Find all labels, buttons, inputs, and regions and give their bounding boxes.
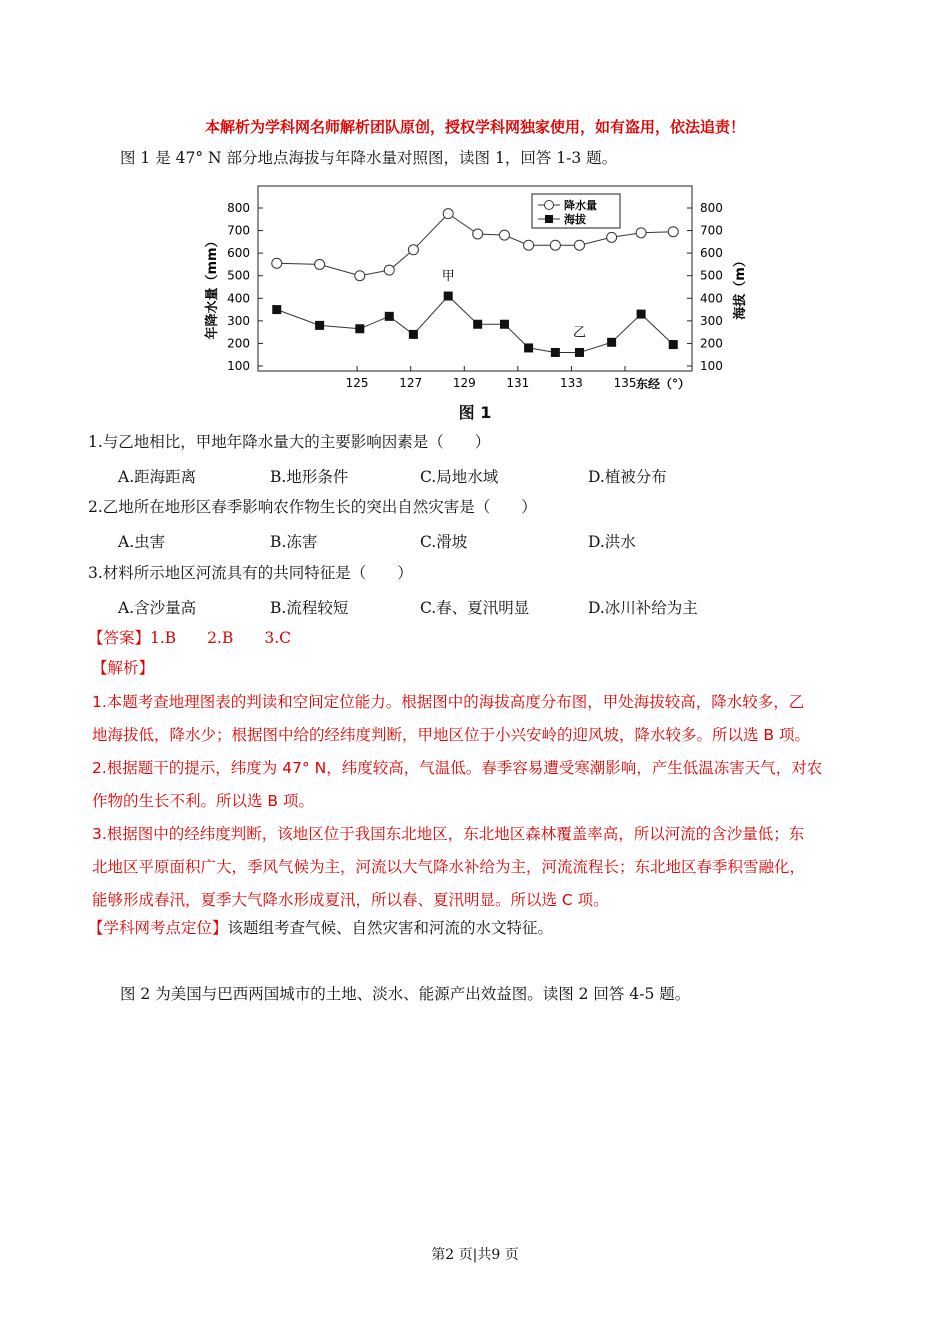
legend-precip-label: 降水量 bbox=[564, 199, 597, 212]
elevation-point bbox=[551, 348, 560, 357]
x-tick-label: 131 bbox=[506, 376, 530, 390]
analysis-body bbox=[92, 686, 892, 917]
analysis-line: 能够形成春汛，夏季大气降水形成夏汛，所以春、夏汛明显。所以选 C 项。 bbox=[92, 891, 609, 909]
elevation-point bbox=[607, 338, 616, 347]
x-axis-label: 东经（°） bbox=[635, 377, 690, 391]
analysis-line: 北地区平原面积广大，季风气候为主，河流以大气降水补给为主，河流流程长；东北地区春季积雪融化， bbox=[92, 858, 806, 876]
question-2-stem: 2.乙地所在地形区春季影响农作物生长的突出自然灾害是（ ） bbox=[88, 498, 537, 516]
analysis-line: 作物的生长不利。所以选 B 项。 bbox=[92, 792, 314, 810]
legend-elev-label: 海拔 bbox=[564, 213, 586, 226]
elevation-point bbox=[355, 324, 364, 333]
q2-option-a: A.虫害 bbox=[118, 533, 166, 551]
elevation-point bbox=[409, 330, 418, 339]
x-tick-label: 135 bbox=[613, 376, 637, 390]
y-tick-label-right: 500 bbox=[700, 268, 723, 283]
kaodian-text: 该题组考查气候、自然灾害和河流的水文特征。 bbox=[227, 919, 554, 937]
analysis-line: 3.根据图中的经纬度判断，该地区位于我国东北地区，东北地区森林覆盖率高，所以河流的含沙量低；东 bbox=[92, 825, 805, 843]
elevation-point bbox=[500, 320, 509, 329]
kaodian-line bbox=[88, 918, 553, 938]
figure-caption: 图 1 bbox=[458, 403, 492, 422]
y-tick-label-right: 700 bbox=[700, 223, 723, 238]
precipitation-point bbox=[443, 209, 453, 219]
precipitation-point bbox=[607, 232, 617, 242]
analysis-title: 【解析】 bbox=[92, 659, 155, 677]
x-tick-label: 129 bbox=[452, 376, 476, 390]
y-axis-label-right: 海拔（m） bbox=[733, 254, 748, 320]
y-tick-label-left: 100 bbox=[227, 359, 250, 373]
precipitation-point bbox=[524, 240, 534, 250]
y-tick-label-left: 300 bbox=[227, 313, 250, 328]
y-tick-label-right: 200 bbox=[700, 336, 723, 351]
plot-frame bbox=[258, 186, 692, 371]
precipitation-point bbox=[668, 227, 678, 237]
y-tick-label-right: 600 bbox=[700, 246, 723, 261]
analysis-line: 2.根据题干的提示，纬度为 47° N，纬度较高，气温低。春季容易遭受寒潮影响，产生低温冻害天气，对农 bbox=[92, 759, 823, 777]
q3-option-b: B.流程较短 bbox=[270, 599, 349, 617]
annotation-label: 甲 bbox=[441, 269, 455, 285]
q2-option-c: C.滑坡 bbox=[420, 533, 468, 551]
elevation-point bbox=[444, 292, 453, 301]
precipitation-point bbox=[473, 229, 483, 239]
analysis-line: 地海拔低，降水少；根据图中给的经纬度判断，甲地区位于小兴安岭的迎风坡，降水较多。所以选 B 项。 bbox=[92, 726, 810, 744]
q3-option-d: D.冰川补给为主 bbox=[588, 599, 698, 617]
q1-option-a: A.距海距离 bbox=[118, 468, 197, 486]
x-tick-label: 127 bbox=[399, 376, 423, 390]
q2-option-b: B.冻害 bbox=[270, 533, 318, 551]
intro-figure1: 图 1 是 47° N 部分地点海拔与年降水量对照图，读图 1，回答 1-3 题。 bbox=[120, 149, 618, 167]
elevation-point bbox=[272, 305, 281, 314]
annotation-label: 乙 bbox=[572, 325, 586, 341]
elevation-point bbox=[575, 348, 584, 357]
precipitation-point bbox=[272, 258, 282, 268]
elevation-point bbox=[473, 320, 482, 329]
kaodian-label: 【学科网考点定位】 bbox=[88, 919, 228, 937]
elevation-point bbox=[669, 340, 678, 349]
q3-option-a: A.含沙量高 bbox=[118, 599, 197, 617]
legend-elev-marker bbox=[545, 215, 553, 223]
x-tick-label: 133 bbox=[559, 376, 583, 390]
page-footer: 第2 页|共9 页 bbox=[431, 1247, 519, 1263]
x-tick-label: 125 bbox=[345, 376, 369, 390]
y-tick-label-left: 500 bbox=[227, 268, 250, 283]
figure-1-chart bbox=[196, 186, 748, 426]
elevation-point bbox=[385, 312, 394, 321]
precipitation-point bbox=[574, 240, 584, 250]
y-tick-label-right: 800 bbox=[700, 201, 723, 215]
copyright-notice: 本解析为学科网名师解析团队原创，授权学科网独家使用，如有盗用，依法追责！ bbox=[204, 118, 745, 136]
y-tick-label-left: 400 bbox=[227, 291, 250, 306]
precipitation-point bbox=[636, 228, 646, 238]
elevation-point bbox=[637, 310, 646, 319]
y-tick-label-left: 800 bbox=[227, 201, 250, 215]
q1-option-d: D.植被分布 bbox=[588, 468, 667, 486]
analysis-line: 1.本题考查地理图表的判读和空间定位能力。根据图中的海拔高度分布图，甲处海拔较高，降水较多，乙 bbox=[92, 693, 805, 711]
q1-option-b: B.地形条件 bbox=[270, 468, 349, 486]
precipitation-point bbox=[550, 240, 560, 250]
precipitation-point bbox=[315, 259, 325, 269]
legend-precip-marker bbox=[545, 201, 554, 210]
precipitation-point bbox=[499, 230, 509, 240]
chart-svg bbox=[196, 186, 748, 396]
y-axis-label-left: 年降水量（mm） bbox=[205, 234, 220, 340]
y-tick-label-left: 700 bbox=[227, 223, 250, 238]
question-3-stem: 3.材料所示地区河流具有的共同特征是（ ） bbox=[88, 564, 413, 582]
q2-option-d: D.洪水 bbox=[588, 533, 636, 551]
elevation-point bbox=[315, 321, 324, 330]
precipitation-point bbox=[384, 265, 394, 275]
y-tick-label-left: 600 bbox=[227, 246, 250, 261]
precipitation-point bbox=[355, 271, 365, 281]
intro-figure2: 图 2 为美国与巴西两国城市的土地、淡水、能源产出效益图。读图 2 回答 4-5 题。 bbox=[120, 985, 691, 1003]
answer-line: 【答案】1.B 2.B 3.C bbox=[88, 629, 292, 647]
question-1-stem: 1.与乙地相比，甲地年降水量大的主要影响因素是（ ） bbox=[88, 433, 491, 451]
y-tick-label-right: 100 bbox=[700, 359, 723, 373]
y-tick-label-right: 400 bbox=[700, 291, 723, 306]
elevation-point bbox=[524, 343, 533, 352]
y-tick-label-left: 200 bbox=[227, 336, 250, 351]
q3-option-c: C.春、夏汛明显 bbox=[420, 599, 530, 617]
y-tick-label-right: 300 bbox=[700, 313, 723, 328]
q1-option-c: C.局地水域 bbox=[420, 468, 499, 486]
precipitation-point bbox=[408, 245, 418, 255]
